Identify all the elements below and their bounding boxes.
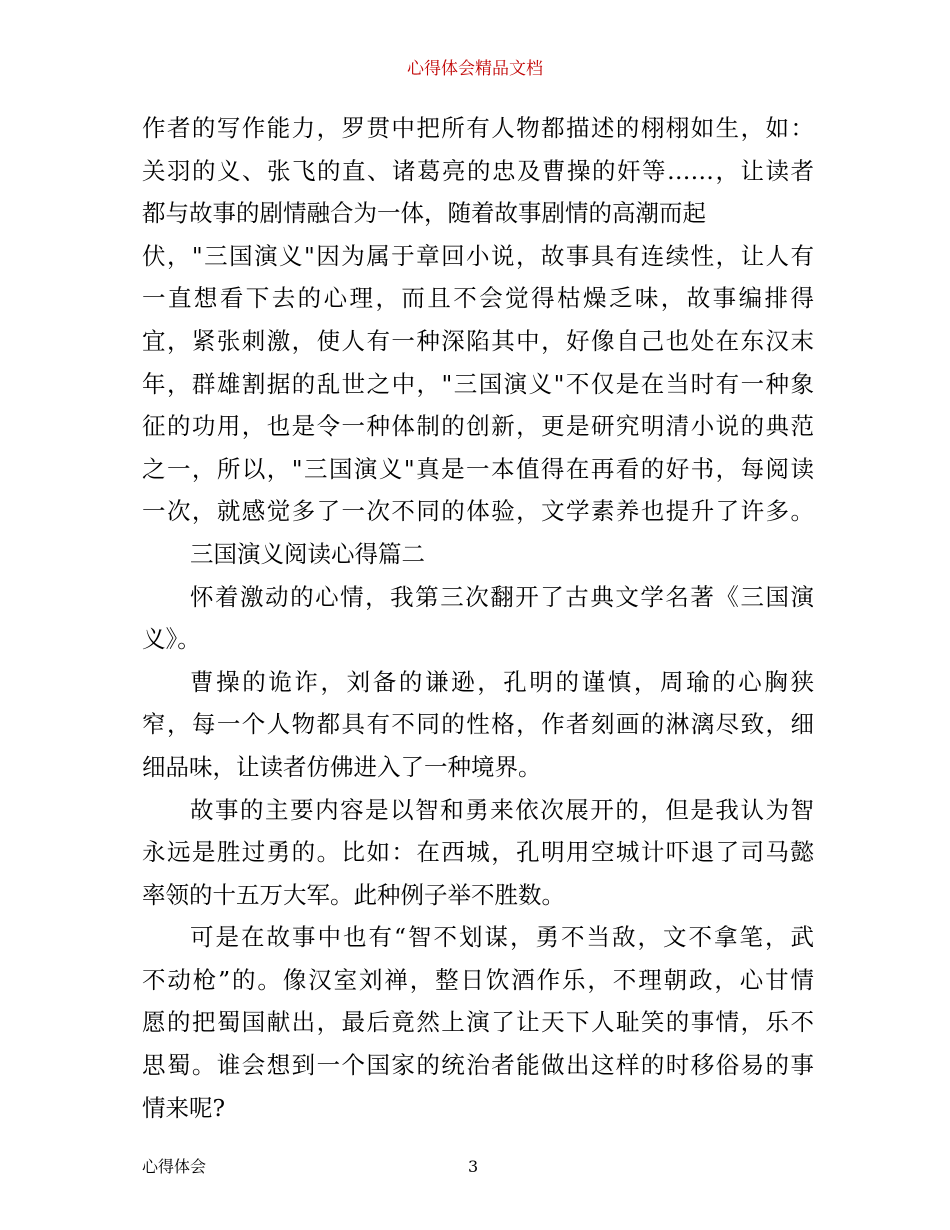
text-line: 征的功用，也是令一种体制的创新，更是研究明清小说的典范 xyxy=(142,412,814,441)
text-line: 关羽的义、张飞的直、诸葛亮的忠及曹操的奸等……，让读者 xyxy=(142,156,814,185)
text-line: 都与故事的剧情融合为一体，随着故事剧情的高潮而起 xyxy=(142,199,706,228)
page-header-title: 心得体会精品文档 xyxy=(407,59,543,79)
text-line: 一次，就感觉多了一次不同的体验，文学素养也提升了许多。 xyxy=(142,497,814,526)
text-line: 年，群雄割据的乱世之中，"三国演义"不仅是在当时有一种象 xyxy=(142,369,814,398)
text-line: 之一，所以，"三国演义"真是一本值得在再看的好书，每阅读 xyxy=(142,454,814,483)
text-line: 宜，紧张刺激，使人有一种深陷其中，好像自己也处在东汉末 xyxy=(142,326,814,355)
text-line: 一直想看下去的心理，而且不会觉得枯燥乏味，故事编排得 xyxy=(142,284,814,313)
text-line: 三国演义阅读心得篇二 xyxy=(190,539,425,568)
text-line: 不动枪”的。像汉室刘禅，整日饮酒作乐，不理朝政，心甘情 xyxy=(142,965,814,994)
text-line: 情来呢? xyxy=(142,1093,226,1122)
text-line: 怀着激动的心情，我第三次翻开了古典文学名著《三国演 xyxy=(190,582,814,611)
text-line: 细品味，让读者仿佛进入了一种境界。 xyxy=(142,752,542,781)
page-number: 3 xyxy=(468,1157,479,1176)
text-line: 窄，每一个人物都具有不同的性格，作者刻画的淋漓尽致，细 xyxy=(142,710,814,739)
text-line: 曹操的诡诈，刘备的谦逊，孔明的谨慎，周瑜的心胸狭 xyxy=(190,667,814,696)
text-line: 愿的把蜀国献出，最后竟然上演了让天下人耻笑的事情，乐不 xyxy=(142,1008,814,1037)
text-line: 永远是胜过勇的。比如：在西城，孔明用空城计吓退了司马懿 xyxy=(142,838,814,867)
document-body xyxy=(142,107,814,1129)
text-line: 故事的主要内容是以智和勇来依次展开的，但是我认为智 xyxy=(190,795,814,824)
text-line: 作者的写作能力，罗贯中把所有人物都描述的栩栩如生，如： xyxy=(142,114,814,142)
footer-label: 心得体会 xyxy=(142,1157,207,1176)
text-line: 可是在故事中也有“智不划谋，勇不当敌，文不拿笔，武 xyxy=(190,923,814,952)
text-line: 率领的十五万大军。此种例子举不胜数。 xyxy=(142,880,565,909)
text-line: 思蜀。谁会想到一个国家的统治者能做出这样的时移俗易的事 xyxy=(142,1051,814,1080)
text-line: 义》。 xyxy=(142,625,201,654)
text-line: 伏，"三国演义"因为属于章回小说，故事具有连续性，让人有 xyxy=(142,241,814,270)
